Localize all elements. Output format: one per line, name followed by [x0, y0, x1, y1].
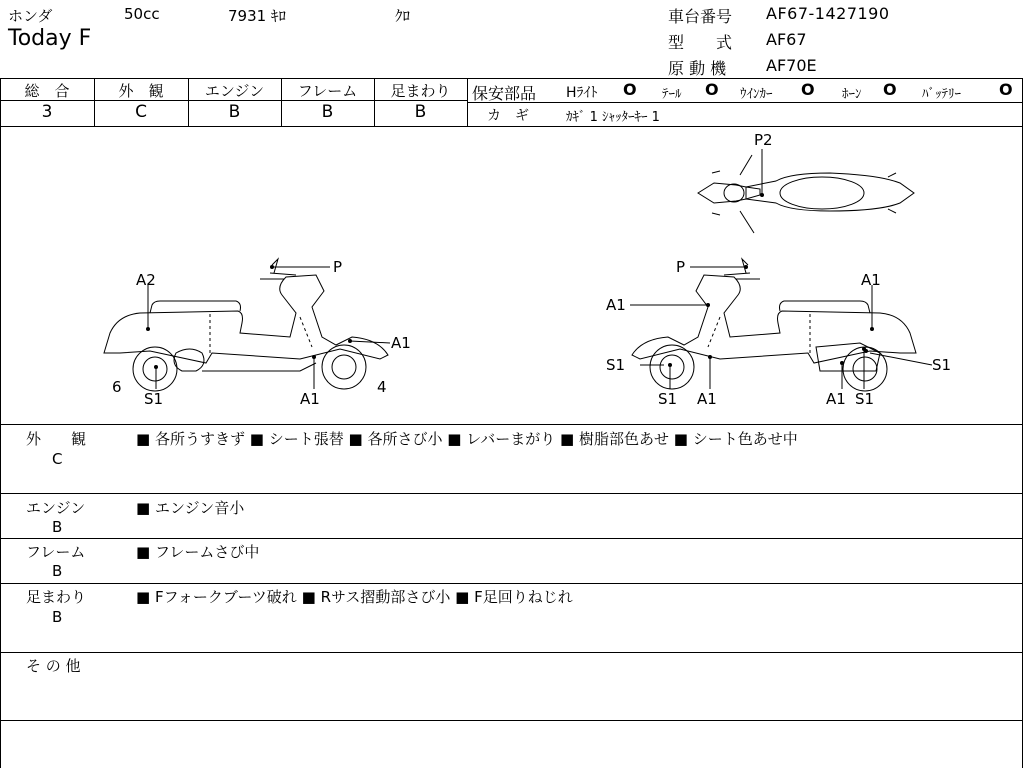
keys-label: カ ギ	[487, 108, 529, 124]
keys-value: ｶｷﾞ 1 ｼｬｯﾀｰｷｰ 1	[566, 110, 660, 125]
damage-mark: S1	[855, 390, 875, 408]
safety-winker: ｳｲﾝｶｰ	[740, 87, 773, 102]
bullet: ■	[136, 430, 151, 448]
remark-item: F足回りねじれ	[474, 588, 573, 606]
bullet: ■	[136, 499, 151, 517]
model-name: Today F	[8, 26, 92, 51]
bullet: ■	[136, 543, 151, 561]
diagram-bottom-line	[0, 424, 1023, 425]
remark-grade: B	[52, 562, 63, 580]
safety-taillight-mark: O	[705, 80, 719, 99]
bullet: ■	[455, 588, 470, 606]
engine-model-label: 原 動 機	[668, 59, 727, 78]
type-label: 型 式	[668, 33, 733, 52]
safety-horn: ﾎｰﾝ	[842, 87, 862, 102]
safety-taillight: ﾃｰﾙ	[662, 87, 682, 102]
damage-mark: S1	[144, 390, 164, 408]
safety-headlight: Hﾗｲﾄ	[566, 85, 598, 101]
remark-label: 外 観	[26, 430, 87, 448]
bullet: ■	[249, 430, 264, 448]
remark-item: シート張替	[268, 430, 344, 448]
bullet: ■	[348, 430, 363, 448]
safety-battery: ﾊﾞｯﾃﾘｰ	[922, 87, 961, 102]
remark-grade: C	[52, 450, 63, 468]
remark-item: 各所うすきず	[154, 430, 245, 448]
remark-divider	[0, 720, 1023, 721]
grade-sep	[94, 78, 95, 126]
bullet: ■	[673, 430, 688, 448]
safety-mid-line	[467, 102, 1023, 103]
remark-item: 樹脂部色あせ	[578, 430, 669, 448]
chassis-label: 車台番号	[668, 7, 733, 26]
engine-model-value: AF70E	[766, 56, 817, 75]
remark-divider	[0, 538, 1023, 539]
bullet: ■	[447, 430, 462, 448]
safety-battery-mark: O	[999, 80, 1013, 99]
safety-winker-mark: O	[801, 80, 815, 99]
damage-mark: A1	[861, 271, 881, 289]
damage-mark: A1	[606, 296, 626, 314]
remark-item: レバーまがり	[466, 430, 556, 448]
grade-frame-value: B	[321, 102, 334, 122]
bullet: ■	[560, 430, 575, 448]
chassis-value: AF67-1427190	[766, 4, 890, 23]
remark-item: シート色あせ中	[692, 430, 798, 448]
remark-label: エンジン	[26, 499, 86, 517]
remark-divider	[0, 652, 1023, 653]
grade-mid-line	[0, 100, 467, 101]
grade-exterior-label: 外 観	[118, 82, 164, 100]
grade-total-value: 3	[41, 102, 53, 122]
grade-sep	[374, 78, 375, 126]
grade-sep	[281, 78, 282, 126]
damage-mark: A2	[136, 271, 156, 289]
displacement: 50cc	[124, 5, 160, 23]
safety-horn-mark: O	[883, 80, 897, 99]
remark-item: Rサス摺動部さび小	[320, 588, 451, 606]
safety-headlight-mark: O	[623, 80, 637, 99]
divider	[0, 78, 1023, 79]
damage-mark: 4	[377, 378, 387, 396]
grade-exterior-value: C	[135, 102, 147, 122]
bullet: ■	[136, 588, 151, 606]
damage-mark: S1	[932, 356, 952, 374]
maker: ホンダ	[8, 7, 53, 25]
grade-suspension-value: B	[414, 102, 427, 122]
remark-item: Fフォークブーツ破れ	[154, 588, 297, 606]
mileage: 7931 ｷﾛ	[228, 7, 286, 25]
bullet: ■	[301, 588, 316, 606]
remark-item: エンジン音小	[154, 499, 245, 517]
remark-divider	[0, 583, 1023, 584]
grade-suspension-label: 足まわり	[390, 82, 451, 100]
damage-mark: P	[333, 258, 343, 276]
safety-label: 保安部品	[472, 84, 537, 103]
remark-grade: B	[52, 608, 63, 626]
grade-frame-label: フレーム	[297, 82, 358, 100]
damage-mark: P	[676, 258, 686, 276]
damage-mark: 6	[112, 378, 122, 396]
damage-mark: A1	[300, 390, 320, 408]
grade-engine-value: B	[228, 102, 241, 122]
damage-mark: S1	[658, 390, 678, 408]
damage-mark: A1	[697, 390, 717, 408]
type-value: AF67	[766, 30, 807, 49]
remark-label: 足まわり	[26, 588, 87, 606]
grade-engine-label: エンジン	[204, 82, 265, 100]
remark-item: 各所さび小	[367, 430, 443, 448]
remark-divider	[0, 493, 1023, 494]
damage-mark: S1	[606, 356, 626, 374]
remark-item: フレームさび中	[154, 543, 260, 561]
remark-grade: B	[52, 518, 63, 536]
remark-label: そ の 他	[26, 657, 81, 675]
body-color: ｸﾛ	[395, 7, 411, 25]
scooter-top-view	[698, 155, 914, 233]
grade-total-label: 総 合	[24, 82, 70, 100]
remark-label: フレーム	[26, 543, 86, 561]
damage-mark: A1	[826, 390, 846, 408]
grade-sep	[188, 78, 189, 126]
damage-mark: A1	[391, 334, 411, 352]
damage-mark: P2	[754, 131, 773, 149]
